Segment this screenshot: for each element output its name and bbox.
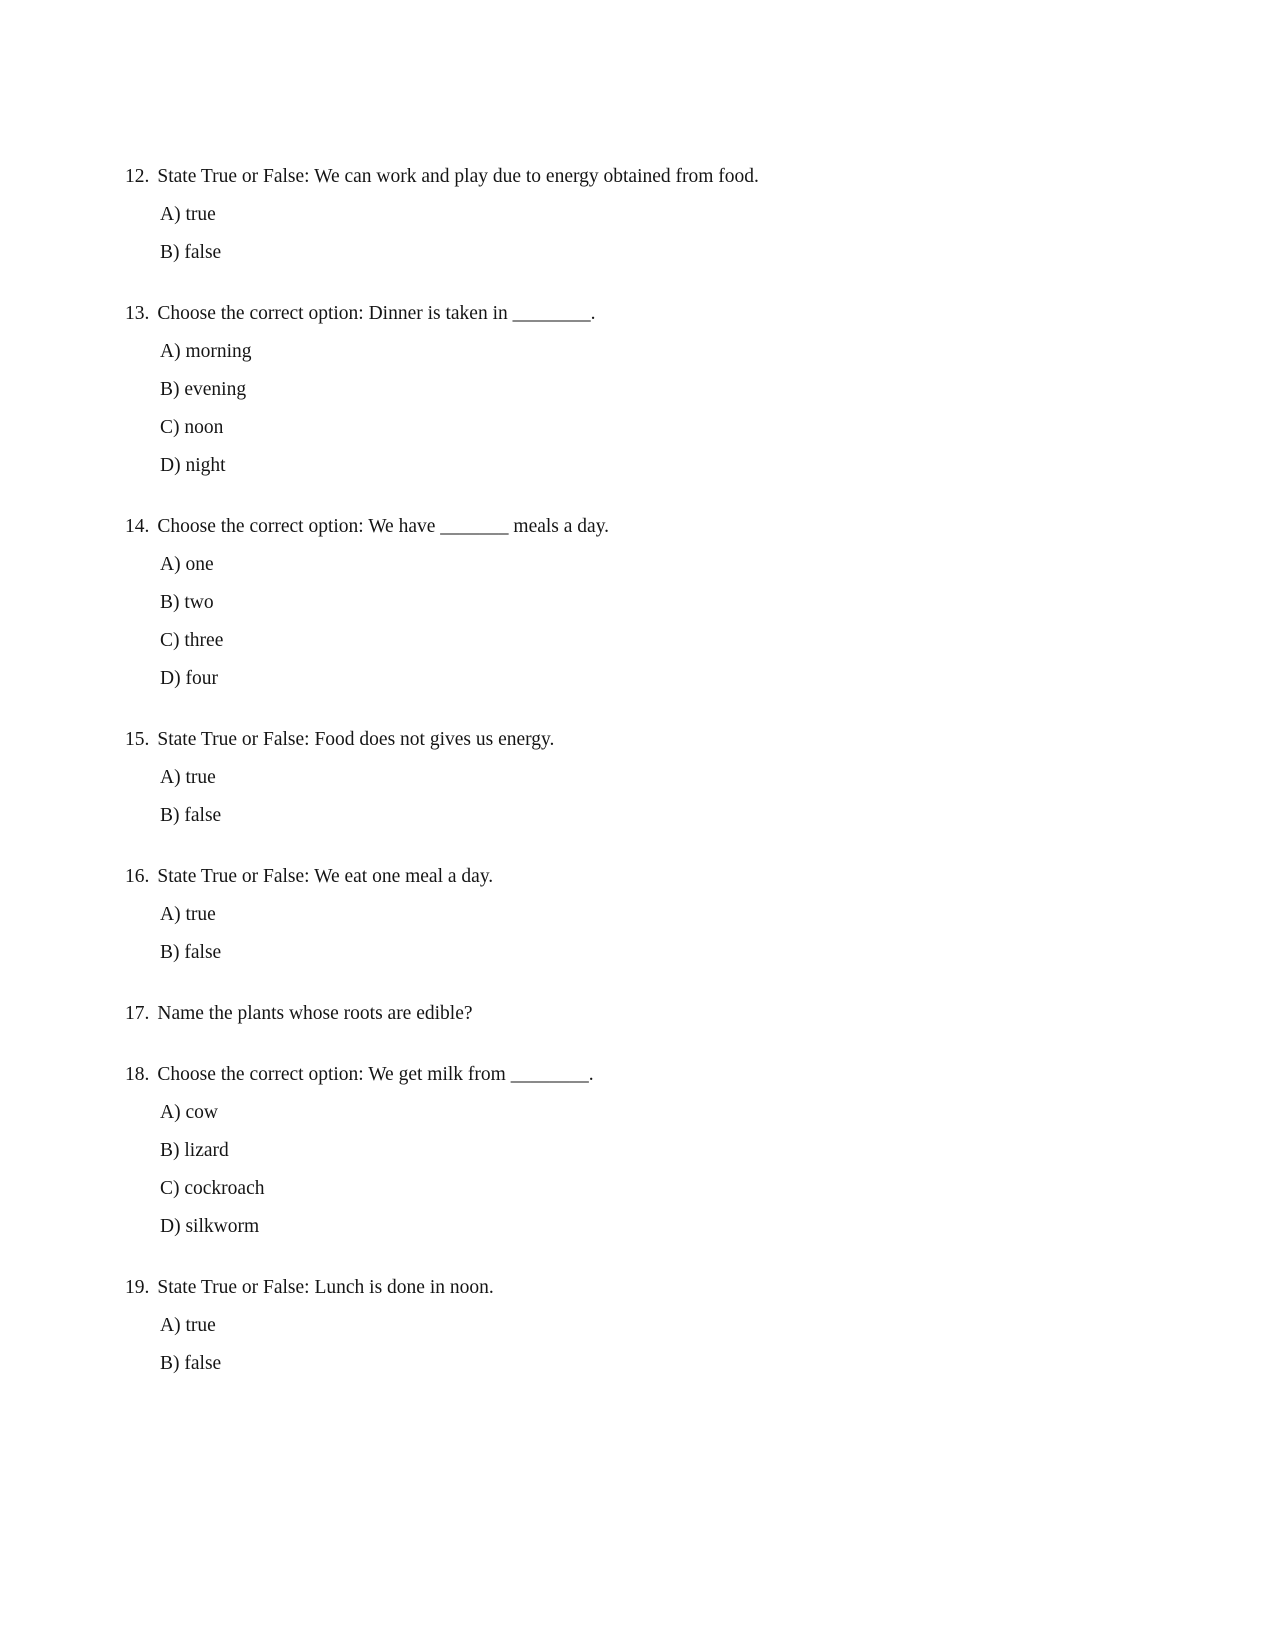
question-number: 16. <box>125 866 150 887</box>
question-text: State True or False: We can work and play due to energy obtained from food. <box>157 166 759 187</box>
question-line <box>125 158 1155 196</box>
question-text: State True or False: Food does not gives us energy. <box>157 729 555 750</box>
option-a: A) morning <box>160 341 252 362</box>
question-15 <box>125 721 1155 835</box>
option-b: B) two <box>160 592 214 613</box>
options-list <box>125 333 1155 485</box>
question-number: 15. <box>125 729 150 750</box>
question-line <box>125 295 1155 333</box>
question-13 <box>125 295 1155 485</box>
question-number: 17. <box>125 1003 150 1024</box>
options-list <box>125 196 1155 272</box>
option-a: A) true <box>160 767 216 788</box>
question-number: 14. <box>125 516 150 537</box>
question-12 <box>125 158 1155 272</box>
question-line <box>125 995 1155 1033</box>
option-a: A) true <box>160 204 216 225</box>
question-16 <box>125 858 1155 972</box>
question-19 <box>125 1269 1155 1383</box>
question-text: Name the plants whose roots are edible? <box>157 1003 473 1024</box>
options-list <box>125 546 1155 698</box>
option-a: A) true <box>160 904 216 925</box>
options-list <box>125 1094 1155 1246</box>
option-b: B) lizard <box>160 1140 229 1161</box>
option-c: C) three <box>160 630 224 651</box>
question-17 <box>125 995 1155 1033</box>
option-c: C) cockroach <box>160 1178 265 1199</box>
options-list <box>125 759 1155 835</box>
option-a: A) cow <box>160 1102 218 1123</box>
question-line <box>125 721 1155 759</box>
question-number: 13. <box>125 303 150 324</box>
options-list <box>125 896 1155 972</box>
options-list <box>125 1307 1155 1383</box>
question-14 <box>125 508 1155 698</box>
option-a: A) true <box>160 1315 216 1336</box>
option-b: B) false <box>160 242 222 263</box>
option-d: D) four <box>160 668 218 689</box>
question-number: 19. <box>125 1277 150 1298</box>
option-c: C) noon <box>160 417 224 438</box>
option-b: B) false <box>160 942 222 963</box>
option-d: D) night <box>160 455 226 476</box>
option-b: B) false <box>160 1353 222 1374</box>
question-line <box>125 508 1155 546</box>
option-b: B) false <box>160 805 222 826</box>
question-line <box>125 1269 1155 1307</box>
option-b: B) evening <box>160 379 247 400</box>
question-text: Choose the correct option: We have _______ meals a day. <box>157 516 610 537</box>
option-a: A) one <box>160 554 214 575</box>
question-text: Choose the correct option: Dinner is taken in ________. <box>157 303 596 324</box>
question-line <box>125 858 1155 896</box>
question-line <box>125 1056 1155 1094</box>
question-text: State True or False: We eat one meal a day. <box>157 866 494 887</box>
question-text: State True or False: Lunch is done in noon. <box>157 1277 494 1298</box>
question-text: Choose the correct option: We get milk from ________. <box>157 1064 594 1085</box>
question-number: 12. <box>125 166 150 187</box>
question-18 <box>125 1056 1155 1246</box>
question-number: 18. <box>125 1064 150 1085</box>
option-d: D) silkworm <box>160 1216 260 1237</box>
